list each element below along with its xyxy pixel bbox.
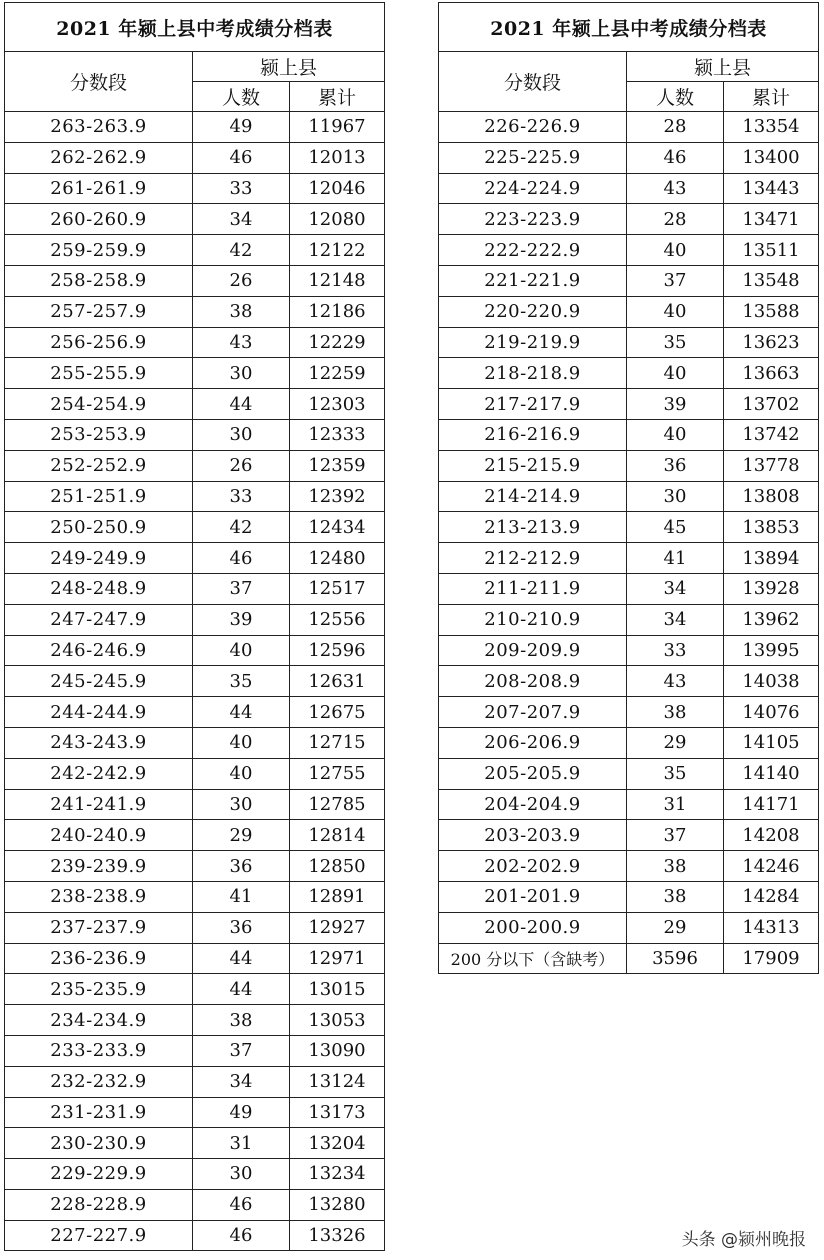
table-row [5,851,385,882]
cell-count: 41 [193,881,290,912]
cell-score-range: 225-225.9 [439,142,627,173]
cell-score-range: 217-217.9 [439,389,627,420]
cell-score-range: 200 分以下（含缺考） [439,943,627,974]
cell-count: 38 [193,1005,290,1036]
cell-cumulative: 13053 [290,1005,385,1036]
table-row [439,235,819,266]
table-row [5,604,385,635]
cell-cumulative: 12080 [290,204,385,235]
table-row [5,142,385,173]
cell-cumulative: 12715 [290,727,385,758]
table-row [5,1189,385,1220]
cell-count: 40 [627,419,724,450]
cell-cumulative: 12333 [290,419,385,450]
table-row [5,543,385,574]
cell-count: 30 [627,481,724,512]
table-row [5,758,385,789]
cell-count: 29 [193,820,290,851]
cell-count: 38 [193,296,290,327]
table-row [5,112,385,143]
table-row [5,419,385,450]
cell-cumulative: 13511 [724,235,819,266]
cell-count: 30 [193,419,290,450]
cell-count: 46 [627,142,724,173]
cell-count: 37 [193,573,290,604]
table-row [5,789,385,820]
cell-cumulative: 13623 [724,327,819,358]
cell-cumulative: 13443 [724,173,819,204]
cell-count: 39 [193,604,290,635]
table-row [5,1128,385,1159]
cell-cumulative: 13742 [724,419,819,450]
table-row [439,450,819,481]
cell-cumulative: 13778 [724,450,819,481]
cell-count: 33 [627,635,724,666]
cell-score-range: 237-237.9 [5,912,193,943]
table-row [5,1005,385,1036]
cell-cumulative: 12814 [290,820,385,851]
cell-cumulative: 14171 [724,789,819,820]
cell-score-range: 258-258.9 [5,265,193,296]
table-row [439,358,819,389]
cell-score-range: 244-244.9 [5,697,193,728]
cell-count: 46 [193,1189,290,1220]
cell-cumulative: 12675 [290,697,385,728]
cell-cumulative: 12046 [290,173,385,204]
cell-cumulative: 13204 [290,1128,385,1159]
cell-cumulative: 13853 [724,512,819,543]
cell-cumulative: 12755 [290,758,385,789]
cell-count: 42 [193,235,290,266]
cell-count: 49 [193,1097,290,1128]
cell-score-range: 242-242.9 [5,758,193,789]
table-row [439,666,819,697]
cell-cumulative: 14105 [724,727,819,758]
cell-count: 33 [193,481,290,512]
cell-cumulative: 12971 [290,943,385,974]
table-row [439,727,819,758]
table-row [5,481,385,512]
cell-cumulative: 13090 [290,1035,385,1066]
cell-score-range: 228-228.9 [5,1189,193,1220]
cell-score-range: 247-247.9 [5,604,193,635]
cell-cumulative: 12434 [290,512,385,543]
cell-cumulative: 13962 [724,604,819,635]
cell-count: 34 [193,1066,290,1097]
cell-cumulative: 12122 [290,235,385,266]
cell-cumulative: 13280 [290,1189,385,1220]
table-row [5,1035,385,1066]
cell-count: 37 [627,820,724,851]
cell-cumulative: 14313 [724,912,819,943]
cell-count: 43 [193,327,290,358]
cell-cumulative: 13702 [724,389,819,420]
cell-score-range: 222-222.9 [439,235,627,266]
table-row [439,573,819,604]
cell-count: 29 [627,912,724,943]
cell-cumulative: 12631 [290,666,385,697]
table-row [5,573,385,604]
cell-count: 35 [193,666,290,697]
cell-score-range: 256-256.9 [5,327,193,358]
cell-count: 39 [627,389,724,420]
cell-count: 35 [627,758,724,789]
cell-count: 49 [193,112,290,143]
cell-count: 44 [193,697,290,728]
cell-cumulative: 12785 [290,789,385,820]
cell-score-range: 215-215.9 [439,450,627,481]
cell-count: 43 [627,666,724,697]
table-row [5,974,385,1005]
cell-count: 35 [627,327,724,358]
table-row [5,697,385,728]
cell-score-range: 253-253.9 [5,419,193,450]
cell-cumulative: 12927 [290,912,385,943]
table-row [439,142,819,173]
table-row [5,327,385,358]
cell-score-range: 240-240.9 [5,820,193,851]
cell-cumulative: 13124 [290,1066,385,1097]
header-score-range: 分数段 [5,52,193,112]
cell-score-range: 248-248.9 [5,573,193,604]
cell-cumulative: 14246 [724,851,819,882]
score-table-left [4,2,385,1251]
header-cumulative: 累计 [724,82,819,112]
cell-cumulative: 13894 [724,543,819,574]
cell-score-range: 239-239.9 [5,851,193,882]
table-title: 2021 年颍上县中考成绩分档表 [5,3,385,52]
cell-score-range: 252-252.9 [5,450,193,481]
table-row [439,912,819,943]
table-row [5,912,385,943]
table-row [439,604,819,635]
cell-cumulative: 13663 [724,358,819,389]
cell-count: 36 [193,851,290,882]
cell-cumulative: 14208 [724,820,819,851]
table-row [439,419,819,450]
cell-cumulative: 12013 [290,142,385,173]
cell-count: 26 [193,450,290,481]
cell-score-range: 235-235.9 [5,974,193,1005]
cell-count: 46 [193,1220,290,1251]
table-row [439,265,819,296]
table-row [5,358,385,389]
cell-count: 46 [193,142,290,173]
cell-score-range: 259-259.9 [5,235,193,266]
header-count: 人数 [193,82,290,112]
cell-cumulative: 13471 [724,204,819,235]
header-score-range: 分数段 [439,52,627,112]
cell-cumulative: 14038 [724,666,819,697]
cell-score-range: 254-254.9 [5,389,193,420]
table-row [439,789,819,820]
table-row [5,450,385,481]
table-row [5,1066,385,1097]
cell-cumulative: 13995 [724,635,819,666]
table-row [439,758,819,789]
cell-score-range: 207-207.9 [439,697,627,728]
table-row [439,173,819,204]
table-row [5,1159,385,1190]
cell-cumulative: 13015 [290,974,385,1005]
cell-score-range: 208-208.9 [439,666,627,697]
table-row [5,635,385,666]
cell-score-range: 249-249.9 [5,543,193,574]
cell-score-range: 262-262.9 [5,142,193,173]
cell-score-range: 212-212.9 [439,543,627,574]
cell-score-range: 245-245.9 [5,666,193,697]
cell-count: 34 [193,204,290,235]
cell-score-range: 232-232.9 [5,1066,193,1097]
cell-count: 33 [193,173,290,204]
cell-cumulative: 12303 [290,389,385,420]
cell-count: 38 [627,697,724,728]
cell-cumulative: 12186 [290,296,385,327]
cell-count: 40 [627,358,724,389]
cell-count: 38 [627,881,724,912]
cell-cumulative: 12148 [290,265,385,296]
cell-score-range: 250-250.9 [5,512,193,543]
cell-count: 40 [627,235,724,266]
cell-count: 30 [193,789,290,820]
table-title: 2021 年颍上县中考成绩分档表 [439,3,819,52]
cell-cumulative: 13588 [724,296,819,327]
table-row [5,204,385,235]
cell-count: 43 [627,173,724,204]
cell-score-range: 223-223.9 [439,204,627,235]
cell-cumulative: 13928 [724,573,819,604]
header-county: 颍上县 [193,52,385,82]
cell-count: 37 [627,265,724,296]
cell-score-range: 204-204.9 [439,789,627,820]
cell-count: 46 [193,543,290,574]
cell-cumulative: 17909 [724,943,819,974]
cell-count: 31 [193,1128,290,1159]
cell-cumulative: 13400 [724,142,819,173]
cell-cumulative: 14140 [724,758,819,789]
cell-score-range: 260-260.9 [5,204,193,235]
score-table-right [438,2,819,974]
table-row [439,697,819,728]
cell-count: 34 [627,604,724,635]
table-row [5,881,385,912]
cell-score-range: 246-246.9 [5,635,193,666]
cell-cumulative: 12596 [290,635,385,666]
cell-cumulative: 13548 [724,265,819,296]
cell-score-range: 218-218.9 [439,358,627,389]
table-row [439,543,819,574]
cell-score-range: 236-236.9 [5,943,193,974]
table-row [5,265,385,296]
table-row [5,389,385,420]
cell-score-range: 205-205.9 [439,758,627,789]
table-row [5,512,385,543]
table-row [439,112,819,143]
cell-score-range: 257-257.9 [5,296,193,327]
cell-count: 44 [193,389,290,420]
cell-score-range: 219-219.9 [439,327,627,358]
cell-cumulative: 12229 [290,327,385,358]
cell-score-range: 226-226.9 [439,112,627,143]
cell-count: 40 [627,296,724,327]
cell-score-range: 243-243.9 [5,727,193,758]
table-body-right [439,112,819,974]
table-row [439,851,819,882]
cell-score-range: 224-224.9 [439,173,627,204]
table-row [5,1097,385,1128]
cell-count: 40 [193,635,290,666]
table-row [439,881,819,912]
cell-cumulative: 13173 [290,1097,385,1128]
cell-count: 29 [627,727,724,758]
cell-score-range: 233-233.9 [5,1035,193,1066]
cell-score-range: 221-221.9 [439,265,627,296]
cell-cumulative: 12480 [290,543,385,574]
cell-score-range: 201-201.9 [439,881,627,912]
cell-score-range: 231-231.9 [5,1097,193,1128]
cell-score-range: 203-203.9 [439,820,627,851]
cell-cumulative: 13326 [290,1220,385,1251]
table-row [5,820,385,851]
table-row [5,1220,385,1251]
table-row [5,235,385,266]
cell-count: 44 [193,943,290,974]
cell-score-range: 234-234.9 [5,1005,193,1036]
cell-score-range: 211-211.9 [439,573,627,604]
table-row [5,943,385,974]
table-row [5,296,385,327]
cell-count: 30 [193,1159,290,1190]
cell-count: 3596 [627,943,724,974]
cell-score-range: 200-200.9 [439,912,627,943]
cell-count: 40 [193,758,290,789]
cell-score-range: 261-261.9 [5,173,193,204]
table-row [439,389,819,420]
cell-score-range: 202-202.9 [439,851,627,882]
cell-count: 26 [193,265,290,296]
watermark: 头条 @颍州晚报 [681,1230,806,1250]
cell-score-range: 220-220.9 [439,296,627,327]
table-row [439,512,819,543]
cell-score-range: 241-241.9 [5,789,193,820]
table-row [5,727,385,758]
cell-cumulative: 13354 [724,112,819,143]
cell-score-range: 230-230.9 [5,1128,193,1159]
cell-count: 30 [193,358,290,389]
cell-score-range: 263-263.9 [5,112,193,143]
cell-count: 36 [627,450,724,481]
cell-count: 28 [627,112,724,143]
cell-cumulative: 12517 [290,573,385,604]
table-row [5,173,385,204]
cell-count: 45 [627,512,724,543]
cell-count: 41 [627,543,724,574]
cell-score-range: 251-251.9 [5,481,193,512]
cell-score-range: 214-214.9 [439,481,627,512]
table-row [439,481,819,512]
cell-cumulative: 12891 [290,881,385,912]
table-row [439,327,819,358]
table-row [439,635,819,666]
cell-score-range: 238-238.9 [5,881,193,912]
table-row [439,943,819,974]
cell-count: 42 [193,512,290,543]
header-cumulative: 累计 [290,82,385,112]
cell-score-range: 255-255.9 [5,358,193,389]
cell-count: 38 [627,851,724,882]
cell-cumulative: 11967 [290,112,385,143]
cell-score-range: 213-213.9 [439,512,627,543]
cell-score-range: 216-216.9 [439,419,627,450]
header-county: 颍上县 [627,52,819,82]
cell-score-range: 206-206.9 [439,727,627,758]
cell-count: 34 [627,573,724,604]
cell-count: 37 [193,1035,290,1066]
cell-cumulative: 12850 [290,851,385,882]
table-row [5,666,385,697]
cell-cumulative: 14284 [724,881,819,912]
cell-cumulative: 14076 [724,697,819,728]
cell-count: 36 [193,912,290,943]
cell-score-range: 229-229.9 [5,1159,193,1190]
cell-cumulative: 12556 [290,604,385,635]
cell-count: 28 [627,204,724,235]
cell-score-range: 227-227.9 [5,1220,193,1251]
cell-score-range: 210-210.9 [439,604,627,635]
cell-cumulative: 13234 [290,1159,385,1190]
cell-cumulative: 12392 [290,481,385,512]
table-row [439,296,819,327]
cell-cumulative: 12359 [290,450,385,481]
table-body-left [5,112,385,1251]
cell-score-range: 209-209.9 [439,635,627,666]
cell-count: 40 [193,727,290,758]
cell-count: 44 [193,974,290,1005]
cell-cumulative: 12259 [290,358,385,389]
cell-cumulative: 13808 [724,481,819,512]
cell-count: 31 [627,789,724,820]
header-count: 人数 [627,82,724,112]
table-row [439,820,819,851]
table-row [439,204,819,235]
